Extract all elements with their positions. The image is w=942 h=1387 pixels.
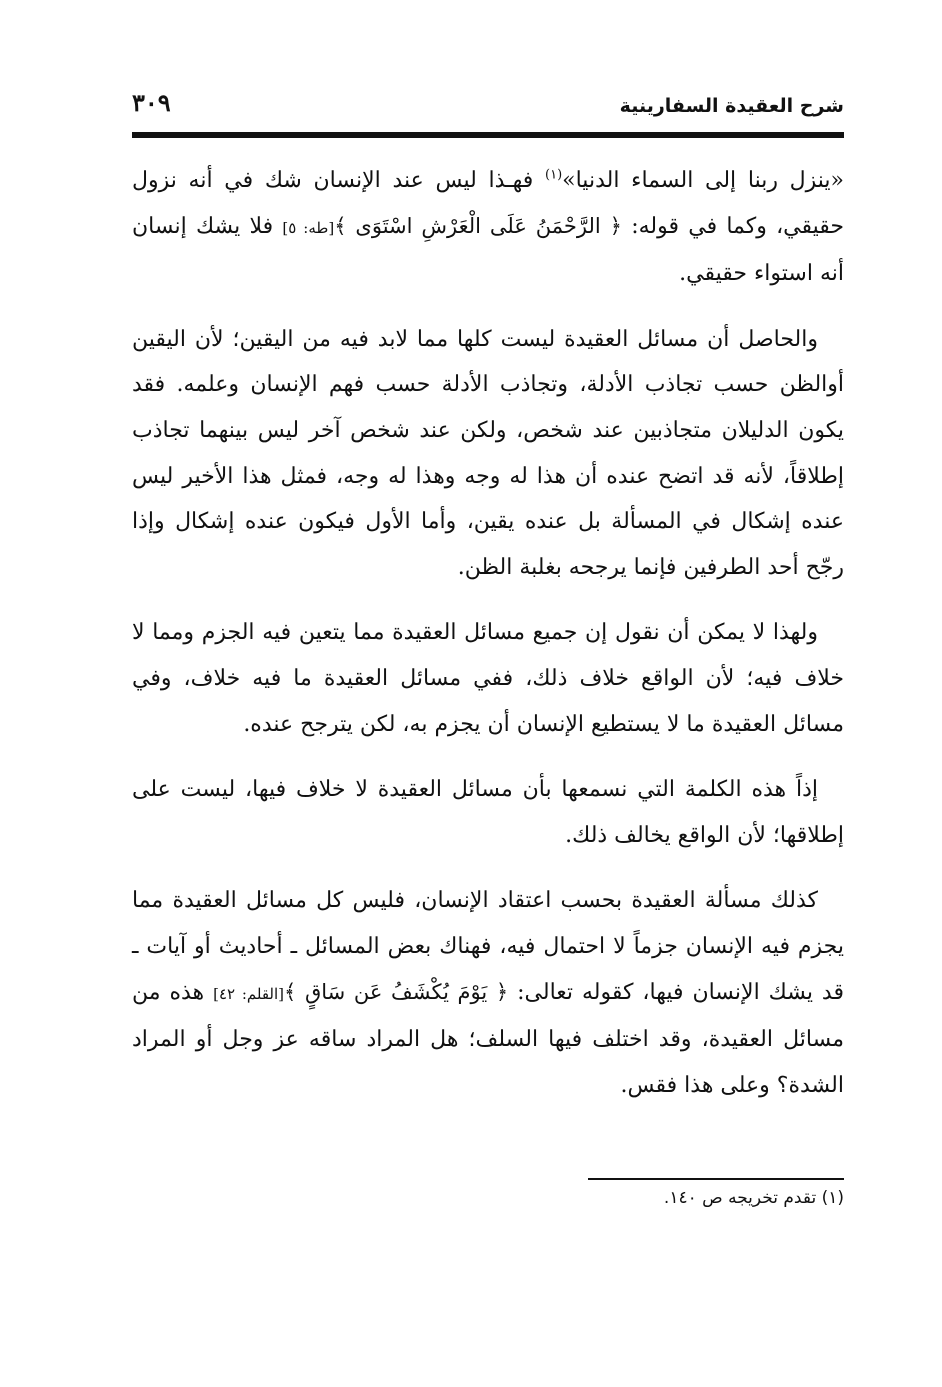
header-rule	[132, 132, 844, 138]
main-text	[132, 158, 844, 1128]
footnote-text: (١) تقدم تخريجه ص ١٤٠.	[663, 1188, 844, 1208]
paragraph-1	[132, 158, 844, 297]
paragraph-2	[132, 317, 844, 591]
quran-verse: ﴿ الرَّحْمَنُ عَلَى الْعَرْشِ اسْتَوَى ﴾	[334, 213, 622, 238]
paragraph-text: «ينزل ربنا إلى السماء الدنيا»	[562, 168, 844, 193]
paragraph-3	[132, 610, 844, 747]
page-number: ٣٠٩	[132, 88, 171, 117]
paragraph-text: هذه من مسائل العقيدة، وقد اختلف فيها السلف؛ هل المراد ساقه عز وجل أو المراد الشدة؟ وعلى هذا فقس.	[132, 979, 844, 1098]
quran-verse: ﴿ يَوْمَ يُكْشَفُ عَن سَاقٍ ﴾	[284, 979, 509, 1004]
paragraph-text: إذاً هذه الكلمة التي نسمعها بأن مسائل العقيدة لا خلاف فيها، ليست على إطلاقها؛ لأن الواقع يخالف ذلك.	[132, 777, 844, 848]
paragraph-text: فهـذا ليس عند الإنسان شك في أنه نزول حقيقي، وكما في قوله:	[132, 168, 845, 239]
page-header	[132, 86, 844, 126]
paragraph-text: والحاصل أن مسائل العقيدة ليست كلها مما لابد فيه من اليقين؛ لأن اليقين أوالظن حسب تجاذب الأدلة، وتجاذب الأدلة حسب فهم الإنسان وعلمه. فقد يكون الدليلان متجاذبين عند شخص، ولكن عند شخص آخر ليس بينهما تجاذب إطلاقاً، لأنه قد اتضح عنده أن هذا له وجه وهذا له وجه، فمثل هذا الأخير ليس عنده إشكال في المسألة بل عنده يقين، وأما الأول فيكون عنده إشكال وإذا رجّح أحد الطرفين فإنما يرجحه بغلبة الظن.	[132, 326, 845, 580]
paragraph-5	[132, 878, 844, 1108]
footnote-separator	[588, 1178, 844, 1180]
footnote	[132, 1186, 844, 1210]
paragraph-text: ولهذا لا يمكن أن نقول إن جميع مسائل العقيدة مما يتعين فيه الجزم ومما لا خلاف فيه؛ لأن الواقع خلاف ذلك، ففي مسائل العقيدة ما فيه خلاف، وفي مسائل العقيدة ما لا يستطيع الإنسان أن يجزم به، لكن يترجح عنده.	[132, 620, 844, 737]
verse-reference: [طه: ٥]	[282, 218, 335, 237]
verse-reference: [القلم: ٤٢]	[213, 984, 284, 1003]
paragraph-text: فلا يشك إنسان أنه استواء حقيقي.	[132, 213, 844, 287]
footnote-marker: (١)	[545, 167, 563, 183]
paragraph-text: كذلك مسألة العقيدة بحسب اعتقاد الإنسان، فليس كل مسائل العقيدة مما يجزم فيه الإنسان جزماً لا احتمال فيه، فهناك بعض المسائل ـ أحاديث أو آيات ـ قد يشك الإنسان فيها، كقوله تعالى:	[132, 888, 844, 1005]
paragraph-4	[132, 767, 844, 858]
running-title: شرح العقيدة السفارينية	[619, 95, 844, 117]
